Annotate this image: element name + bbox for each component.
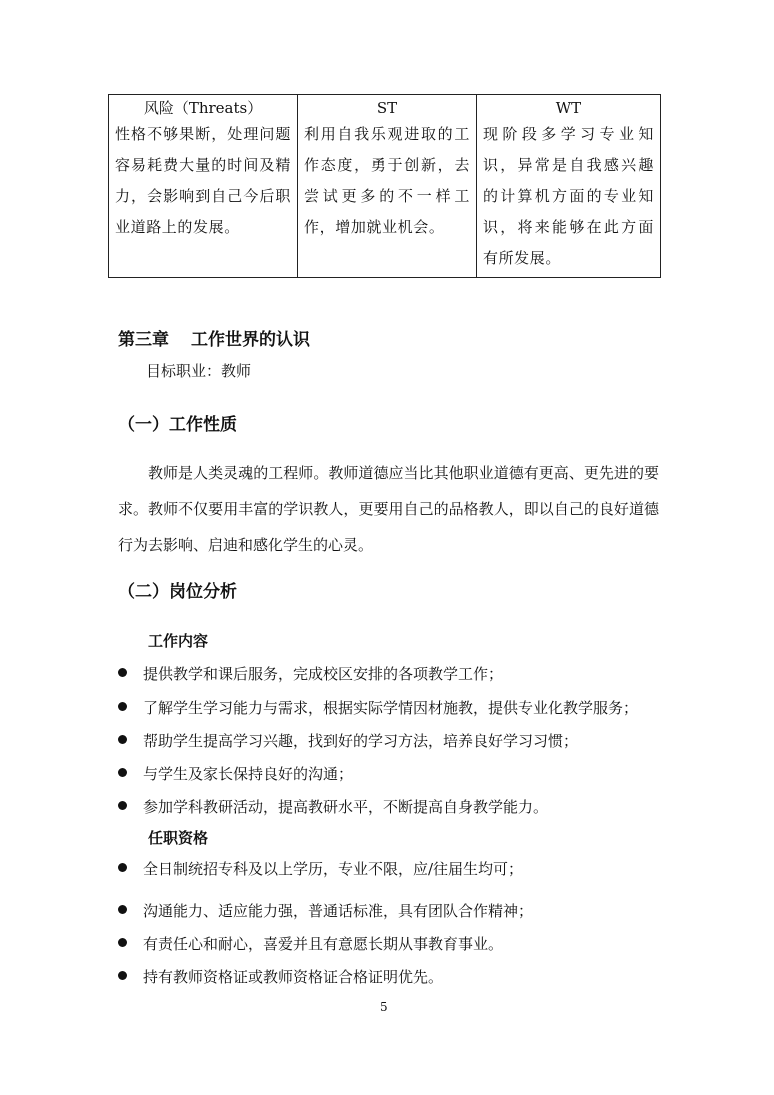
list-item: 有责任心和耐心，喜爱并且有意愿长期从事教育事业。 [118,933,503,954]
bullet-icon [118,971,127,980]
list-item: 与学生及家长保持良好的沟通； [118,763,353,784]
chapter-number: 第三章 [118,330,169,350]
list-item: 提供教学和课后服务，完成校区安排的各项教学工作； [118,663,503,684]
chapter-heading [118,325,310,350]
target-job: 目标职业：教师 [146,362,252,380]
section-heading-work-nature: （一）工作性质 [118,415,237,435]
bullet-icon [118,801,127,810]
swot-table [108,94,661,278]
section-heading-job-analysis: （二）岗位分析 [118,582,237,602]
bullet-icon [118,735,127,744]
work-nature-paragraph [118,455,659,563]
bullet-icon [118,905,127,914]
work-nature-text: 教师是人类灵魂的工程师。教师道德应当比其他职业道德有更高、更先进的要求。教师不仅要用丰富的学识教人，更要用自己的品格教人，即以自己的良好道德行为去影响、启迪和感化学生的心灵。 [118,464,659,554]
swot-text-threats: 性格不够果断，处理问题容易耗费大量的时间及精力，会影响到自己今后职业道路上的发展。 [115,125,292,236]
list-item: 帮助学生提高学习兴趣，找到好的学习方法，培养良好学习习惯； [118,730,578,751]
list-item: 全日制统招专科及以上学历，专业不限，应/往届生均可； [118,858,523,879]
swot-text-st: 利用自我乐观进取的工作态度，勇于创新，去尝试更多的不一样工作，增加就业机会。 [304,125,470,236]
chapter-title: 工作世界的认识 [191,330,310,350]
list-item: 沟通能力、适应能力强，普通话标准，具有团队合作精神； [118,900,533,921]
bullet-icon [118,668,127,677]
swot-cell-threats [109,95,298,278]
list-item: 持有教师资格证或教师资格证合格证明优先。 [118,966,443,987]
bullet-icon [118,938,127,947]
subheading-work-content: 工作内容 [148,632,209,650]
page-number: 5 [380,1000,388,1014]
bullet-icon [118,768,127,777]
swot-cell-wt [476,95,660,278]
swot-text-wt: 现阶段多学习专业知识，异常是自我感兴趣的计算机方面的专业知识，将来能够在此方面有所发展。 [482,125,654,267]
list-item: 了解学生学习能力与需求，根据实际学情因材施教，提供专业化教学服务； [118,697,638,718]
subheading-qualifications: 任职资格 [148,829,209,847]
bullet-icon [118,702,127,711]
swot-header-wt: WT [555,99,582,117]
list-item: 参加学科教研活动，提高教研水平，不断提高自身教学能力。 [118,796,548,817]
swot-cell-st [298,95,477,278]
swot-header-threats: 风险（Threats） [143,99,263,117]
swot-header-st: ST [376,99,398,117]
bullet-icon [118,863,127,872]
